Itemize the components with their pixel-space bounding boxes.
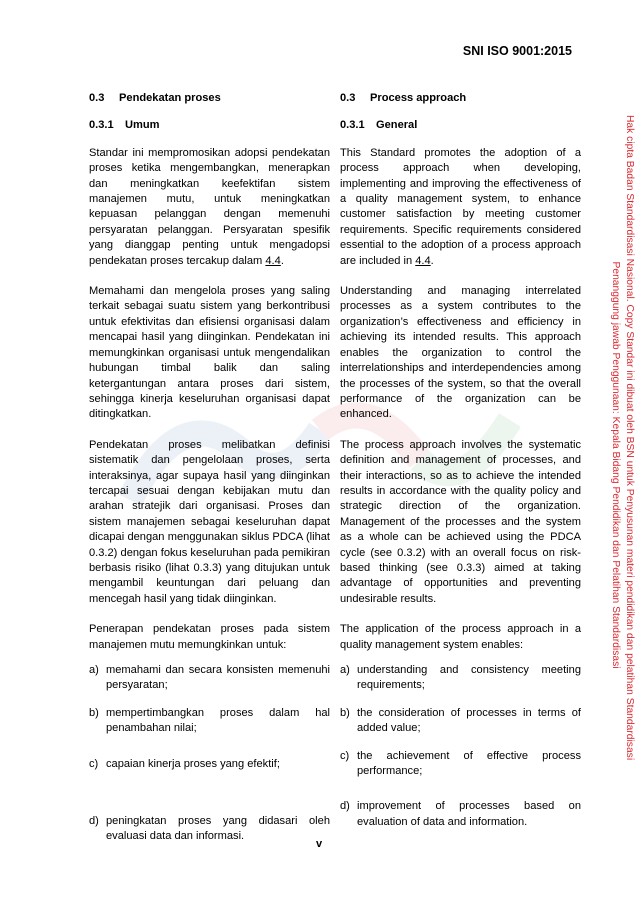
responsibility-notice: Penanggung jawab Penggunaan: Kepala Bidang Pendidikan dan Pelatihan Standardisasi	[610, 261, 621, 669]
paragraph-application: Penerapan pendekatan proses pada sistem manajemen mutu memungkinkan untuk:	[89, 623, 330, 651]
paragraph-process-approach: Pendekatan proses melibatkan definisi sistematik dan pengelolaan proses, serta interaksinya, agar supaya hasil yang diinginkan tercapai sesuai dengan kebijakan mutu dan arahan stratejik dari organisasi. Proses dan sistem manajemen sebagai keseluruhan dapat dicapai dengan menggunakan siklus PDCA (lihat 0.3.2) dengan fokus keseluruhan pada pemikiran berbasis risiko (lihat 0.3.3) yang ditujukan untuk mengambil keuntungan dari peluang dan mencegah hasil yang tidak diinginkan.	[89, 438, 330, 605]
section-heading	[340, 91, 581, 106]
list-text: understanding and consistency meeting requirements;	[357, 664, 581, 692]
clause-reference-link[interactable]: 4.4	[265, 254, 281, 267]
list-marker: c)	[89, 757, 99, 770]
list-item	[340, 749, 581, 780]
section-number: 0.3	[340, 92, 356, 104]
subsection-number: 0.3.1	[89, 119, 114, 132]
paragraph-end: .	[430, 254, 434, 267]
list-text: capaian kinerja proses yang efektif;	[106, 757, 280, 770]
list-marker: d)	[89, 815, 99, 828]
paragraph-understanding: Understanding and managing interrelated processes as a system contributes to the organization’s effectiveness and efficiency in achieving its intended results. This approach enables the organization to control the interrelationships and interdependencies among the processes of the system, so that the overall performance of the organization can be enhanced.	[340, 285, 581, 421]
subsection-heading	[89, 118, 330, 133]
benefit-list	[89, 663, 330, 845]
list-text: the achievement of effective process performance;	[357, 749, 581, 778]
paragraph-intro	[89, 146, 330, 269]
subsection-title: Umum	[125, 119, 160, 132]
list-text: peningkatan proses yang didasari oleh evaluasi data dan informasi.	[106, 815, 330, 843]
list-item	[340, 663, 581, 694]
list-marker: c)	[340, 749, 350, 762]
list-text: improvement of processes based on evaluation of data and information.	[357, 800, 581, 828]
indonesian-column	[89, 91, 330, 845]
list-item	[89, 706, 330, 737]
subsection-heading	[340, 118, 581, 133]
english-column	[340, 91, 581, 830]
section-number: 0.3	[89, 92, 105, 104]
paragraph-text: This Standard promotes the adoption of a process approach when developing, implementing and improving the effectiveness of a quality management system, to enhance customer satisfaction by meeting customer requirements. Specific requirements considered essential to the adoption of a process approach are included in	[340, 146, 581, 267]
paragraph-process-approach: The process approach involves the systematic definition and management of processes, and their interactions, so as to achieve the intended results in accordance with the quality policy and strategic direction of the organization. Management of the processes and the system as a whole can be achieved using the PDCA cycle (see 0.3.2) with an overall focus on risk-based thinking (see 0.3.3) aimed at taking advantage of opportunities and preventing undesirable results.	[340, 438, 581, 605]
page-number: v	[315, 838, 323, 850]
clause-reference-link[interactable]: 4.4	[415, 254, 431, 267]
paragraph-application: The application of the process approach in a quality management system enables:	[340, 623, 581, 651]
list-item	[340, 799, 581, 830]
list-item	[89, 757, 330, 772]
list-item	[89, 663, 330, 694]
section-title: Process approach	[370, 92, 467, 104]
section-heading	[89, 91, 330, 106]
benefit-list	[340, 663, 581, 830]
list-text: the consideration of processes in terms of added value;	[357, 706, 581, 735]
list-marker: a)	[89, 664, 99, 676]
list-text: mempertimbangkan proses dalam hal penambahan nilai;	[106, 706, 330, 735]
paragraph-intro	[340, 146, 581, 269]
subsection-number: 0.3.1	[340, 119, 365, 132]
copyright-notice: Hak cipta Badan Standardisasi Nasional. Copy Standar ini dibuat oleh BSN untuk Penyusunan materi pendidikan dan pelatihan Standardisasi	[624, 115, 635, 761]
list-marker: a)	[340, 664, 350, 676]
paragraph-end: .	[280, 254, 284, 267]
paragraph-text: Standar ini mempromosikan adopsi pendekatan proses ketika mengembangkan, menerapkan dan meningkatkan keefektifan sistem manajemen mutu, untuk meningkatkan kepuasan pelanggan dengan memenuhi persyaratan pelanggan. Persyaratan spesifik yang dianggap penting untuk mengadopsi pendekatan proses tercakup dalam	[89, 146, 330, 267]
list-item	[340, 706, 581, 737]
list-marker: b)	[89, 706, 99, 719]
paragraph-understanding: Memahami dan mengelola proses yang saling terkait sebagai suatu sistem yang berkontribusi untuk efektivitas dan efisiensi organisasi dalam mencapai hasil yang diinginkan. Pendekatan ini memungkinkan organisasi untuk mengendalikan hubungan timbal balik dan saling ketergantungan antara proses dari sistem, sehingga kinerja keseluruhan organisasi dapat ditingkatkan.	[89, 285, 330, 421]
copyright-sidebar	[600, 115, 636, 815]
list-text: memahami dan secara konsisten memenuhi persyaratan;	[106, 664, 330, 692]
subsection-title: General	[376, 119, 418, 132]
section-title: Pendekatan proses	[119, 92, 221, 104]
list-marker: b)	[340, 706, 350, 719]
document-code: SNI ISO 9001:2015	[462, 44, 572, 58]
list-marker: d)	[340, 800, 350, 813]
